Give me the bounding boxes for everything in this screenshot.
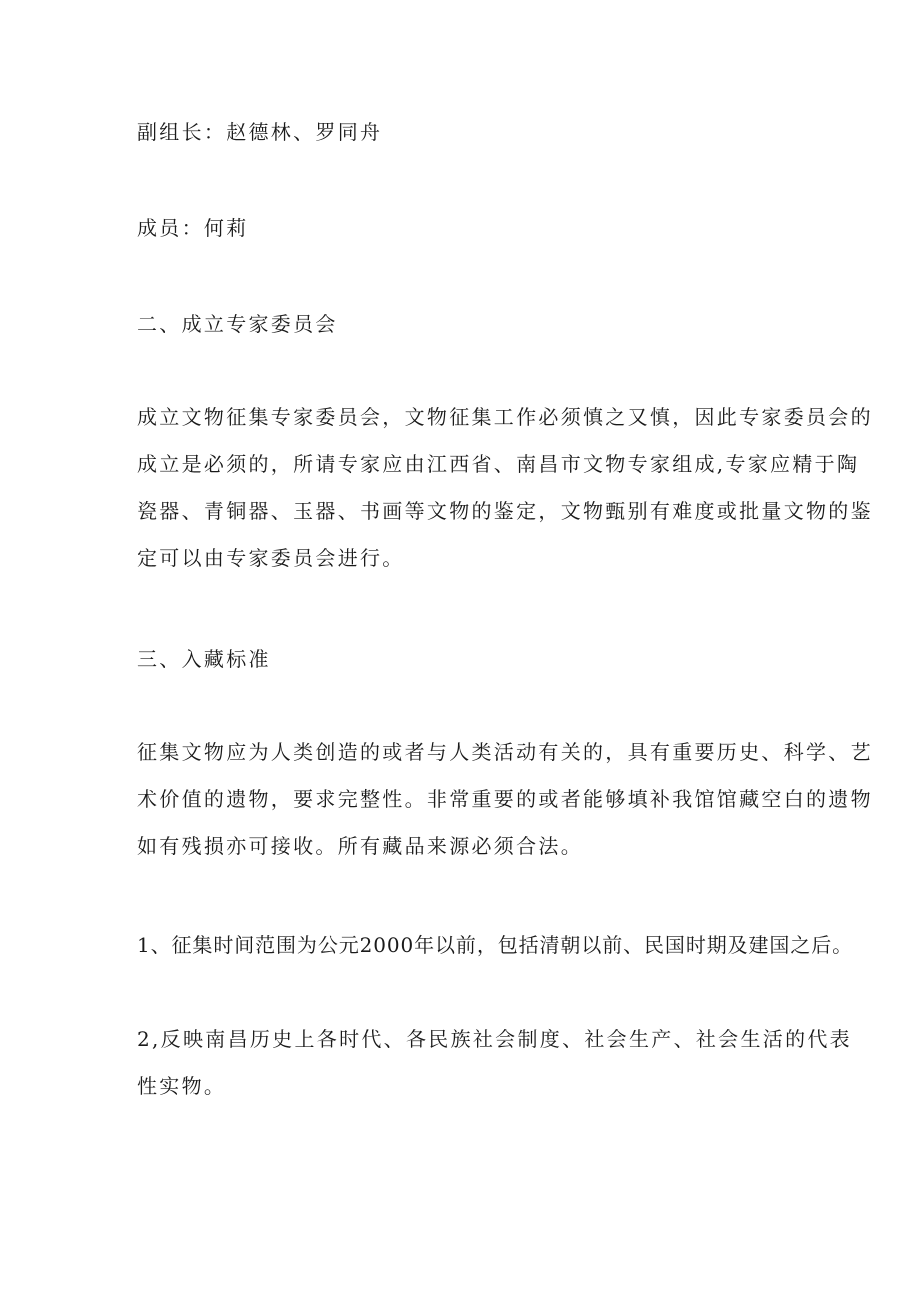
paragraph-line: 成立是必须的，所请专家应由江西省、南昌市文物专家组成,专家应精于陶 — [137, 452, 860, 476]
paragraph-line: 定可以由专家委员会进行。 — [137, 546, 405, 570]
paragraph-line: 征集文物应为人类创造的或者与人类活动有关的，具有重要历史、科学、艺 — [137, 740, 873, 764]
section-3-heading: 三、入藏标准 — [137, 647, 271, 671]
item-2-paragraph — [137, 1016, 852, 1110]
paragraph-line: 2,反映南昌历史上各时代、各民族社会制度、社会生产、社会生活的代表 — [137, 1027, 852, 1051]
item-1-line: 1、征集时间范围为公元2000年以前，包括清朝以前、民国时期及建国之后。 — [137, 933, 854, 957]
members-line: 成员：何莉 — [137, 216, 249, 240]
paragraph-line: 瓷器、青铜器、玉器、书画等文物的鉴定，文物甄别有难度或批量文物的鉴 — [137, 499, 873, 523]
paragraph-line: 如有残损亦可接收。所有藏品来源必须合法。 — [137, 834, 583, 858]
paragraph-line: 性实物。 — [137, 1074, 227, 1098]
paragraph-line: 术价值的遗物，要求完整性。非常重要的或者能够填补我馆馆藏空白的遗物 — [137, 787, 873, 811]
section-3-paragraph — [137, 729, 873, 870]
paragraph-line: 成立文物征集专家委员会，文物征集工作必须慎之又慎，因此专家委员会的 — [137, 405, 873, 429]
deputy-leaders-line: 副组长：赵德林、罗同舟 — [137, 120, 383, 144]
section-2-paragraph — [137, 394, 873, 582]
section-2-heading: 二、成立专家委员会 — [137, 312, 338, 336]
